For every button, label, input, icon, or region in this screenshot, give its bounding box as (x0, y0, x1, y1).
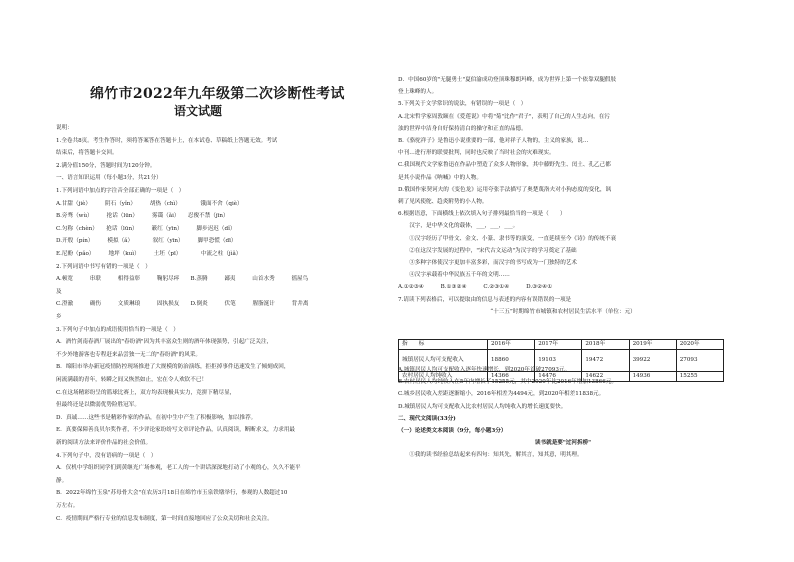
exam-subtitle: 语文试题 (174, 104, 223, 118)
text-line: 4.下列句子中，没有语病的一项是（ ） (56, 452, 157, 459)
text-line: A．仅机中学组织同学们到黄继光广场参观，老工人的一个讲话深深地打动了小观的心，久久不能平 (56, 465, 301, 472)
table-header-cell: 2017年 (535, 340, 582, 350)
text-line: B．2022年绵竹玉泉"苏母骨大会"在农历3月18日在绵竹市玉泉铁墩举行，参观的人数超过10 (56, 490, 288, 497)
text-line: E．真要保障善良贝尔奖作者，不少评论家纷纷写文章评论作品，认真阅读，断断求义，力求用最 (56, 427, 296, 434)
text-line: E.尼酚（pǎo） 地坪（kuì） 土坯（pī） 中流之柱（jìǎ） (56, 251, 242, 257)
text-line: 刺了见风使舵、趋炎附势的小人物。 (398, 199, 488, 205)
text-line: A.城镇居民人均可支配收入逐年快速增长，到2020年首破27093元。 (398, 367, 571, 373)
table-header-cell: 2016年 (488, 340, 535, 350)
text-line: 1.全卷共8页。考生作答时，须将答案答在答题卡上，在本试卷、草稿纸上答题无效。考试 (56, 137, 278, 144)
text-line: A.①②③④ B.①③②④ C.②③①④ D.③②④① (398, 284, 553, 291)
table-cell: 27093 (676, 350, 723, 372)
text-line: “十三五”时期绵竹市城镇和农村居民生活水平（单位：元） (490, 308, 636, 315)
text-line: B．绵阳市举办新冠疫情防控现场推进了大规模的防治演练，拒拒掉事件迅速发生了倾刻成回， (56, 364, 290, 371)
text-line: ①汉字经历了甲骨文、金文、小篆、隶书等的演变，一直延续至今《诗》的传统不衰 (398, 235, 617, 242)
table-row-label: 城镇居民人均可支配收入 (399, 350, 488, 372)
income-table (398, 339, 724, 382)
text-line: C．疫情期间严格行专业的信息发布制度，第一时间直接地回应了公众关切和社会关注。 (56, 515, 273, 522)
table-cell: 19472 (582, 350, 629, 372)
text-line: 及 (56, 288, 62, 295)
text-line: ④汉字承载着中华民族五千年的文明…… (398, 272, 510, 279)
text-line: D．中国60岁的"无腿勇士"夏伯渝成功登顶珠穆朗玛峰，成为世界上第一个依靠双腿假肢 (398, 77, 617, 83)
text-line: 中刊…进行形的联要批判，同时也反映了当时社会的灾难现实。 (398, 150, 555, 157)
table-cell: 19103 (535, 350, 582, 372)
text-line: D．真诚……这些书是精彩作家的作品，在初中生中产生了积极影响，加以推荐。 (56, 414, 257, 421)
table-header-row (399, 340, 724, 350)
text-line: 1.下列词语中加点的字注音全部正确的一项是（ ） (56, 188, 185, 194)
table-cell: 14936 (629, 372, 676, 382)
table-cell: 15255 (676, 372, 723, 382)
table-cell: 14366 (488, 372, 535, 382)
text-line: 静。 (56, 477, 68, 484)
table-header-cell: 2020年 (676, 340, 723, 350)
text-line: A.甘甜（jiè） 阴石（yǐn） 胡热（chì） 饿面不舍（qiè） (56, 200, 243, 207)
text-line: 2.下列词语中书写有错的一项是（ ） (56, 263, 151, 270)
table-header-cell: 指 标 (399, 340, 488, 350)
table-cell: 39922 (629, 350, 676, 372)
text-line: C.匀称（chèn） 抢话（lūn） 簌红（yīn） 脚步迟迟（dǐ） (56, 225, 236, 232)
text-line: 结束后，将答题卡交回。 (56, 150, 118, 157)
text-line: 二、现代文阅读(33分) (398, 415, 456, 422)
text-line: ②在这汉字发展的过程中，"宋代古文运动"为汉字的学习奠定了基础 (398, 247, 577, 254)
text-line: 3.下列句子中加点的成语使用恰当的一项是（ ） (56, 326, 179, 333)
text-line: 2.满分值150分，答题时间为120分钟。 (56, 162, 156, 169)
text-line: 不少外地游客也专程赶来品尝独一无二的"春纷酒"的风采。 (56, 351, 201, 358)
text-line: B.农村居民人均纯收入在5年内增长了15255元，其中2020年比2016年增加13866元。 (398, 379, 617, 386)
text-line: 6.根据语意，下面横线上依次填入句子排列最恰当的一项是（ ） (398, 211, 566, 218)
table-row (399, 350, 724, 372)
table-header-cell: 2019年 (629, 340, 676, 350)
text-line: 7.请读下列表格后，可以提取由的信息与表述的内容有误错误的一项是 (398, 296, 572, 303)
text-line: A.北宋哲学家周敦颐在《爱莲说》中将"菊"比作"君子"，表明了自己的人生志向，在污 (398, 113, 610, 120)
text-line: 但最终还是以微弱优势险胜冠军。 (56, 402, 140, 409)
text-line: C.我国现代文学家鲁迅在作品中塑造了众多人物形象，其中藤野先生、闰土、孔乙己都 (398, 162, 611, 169)
text-line: 读书就是要"过河拆桥" (534, 440, 592, 447)
table-cell: 14622 (582, 372, 629, 382)
text-line: 新的阅读方法来评价作品的社会价值。 (56, 440, 152, 446)
text-line: D.俄国作家契诃夫的《变色龙》运用夸张手法描写了奥楚蔑洛夫对小狗态度的变化，讽 (398, 186, 612, 193)
exam-title: 绵竹市2022年九年级第二次诊断性考试 (90, 86, 345, 102)
text-line: ③多种字体使汉字更加丰富多彩，而汉字的书写成为一门独特的艺术 (398, 260, 578, 266)
text-line: 是其小说作品《呐喊》中的人物。 (398, 174, 482, 181)
text-line: B.旁骛（wù） 抢话（lūn） 雾霭（ǎi） 忍俊不禁（jīn） (56, 213, 229, 220)
text-line: D.开殷（pín） 模拟（ǎ） 叙红（yīn） 脚甲恐慌（dī） (56, 238, 237, 245)
table-row-label: 农村居民人均纯收入 (399, 372, 488, 382)
text-line: 说明： (56, 125, 73, 131)
text-line: C.澄澈 确伤 文质琳琅 固执损友 D.倒炎 伏笔 腥脂涎计 背井离 (56, 301, 309, 308)
text-line: 汉字，是中华文化的载体，___，___，___。 (398, 223, 519, 230)
text-line: ①我的读书经验总结起来有四句：知其先，解其言，知其意，明其理。 (398, 452, 583, 459)
text-line: C.在这场精彩纷呈的篮球比赛上，双方均表现极具实力，竞拼下精尽显， (56, 389, 236, 396)
text-line: 登上珠峰的人。 (398, 89, 438, 96)
table-header-cell: 2018年 (582, 340, 629, 350)
table-cell: 18860 (488, 350, 535, 372)
table-row (399, 372, 724, 382)
text-line: B.《骆驼祥子》是鲁迅小说重要的一部，他对祥子人物的，主义的家族，说… (398, 138, 589, 144)
text-line: A．酒竹剑南春酒厂展出的"春纷酒"因为其丰富众生则的酒年体现强势，引起广泛关注， (56, 339, 273, 346)
text-line: D.城镇居民人均可支配收入比农村居民人均纯收入的增长速度要快。 (398, 403, 567, 410)
text-line: 闲流满载的青年，转瞬之间又恢然如止，宏在令人欢钦不已！ (56, 377, 208, 383)
text-line: （一）论述类文本阅读（9分，每小题3分） (398, 428, 507, 434)
text-line: 5.下列关于文学常识的说法，有错误的一项是（ ） (398, 101, 527, 108)
text-line: A.顿宽 串联 相得益彰 鞠躬尽瘁 B.蒸腾 鄙夷 山首水秀 徭屋鸟 (56, 276, 309, 283)
table-cell: 14476 (535, 372, 582, 382)
text-line: 浊的世界中洁身自好保持清白的操守和正直的品德。 (398, 125, 527, 132)
text-line: C.城乡居民收入差距逐渐缩小，2016年相差为4494元，到2020年相差11838元。 (398, 391, 605, 398)
text-line: 乡 (56, 314, 62, 320)
text-line: 万左右。 (56, 503, 79, 509)
text-line: 一、语言知识运用（每小题3分，共21分） (56, 175, 162, 182)
